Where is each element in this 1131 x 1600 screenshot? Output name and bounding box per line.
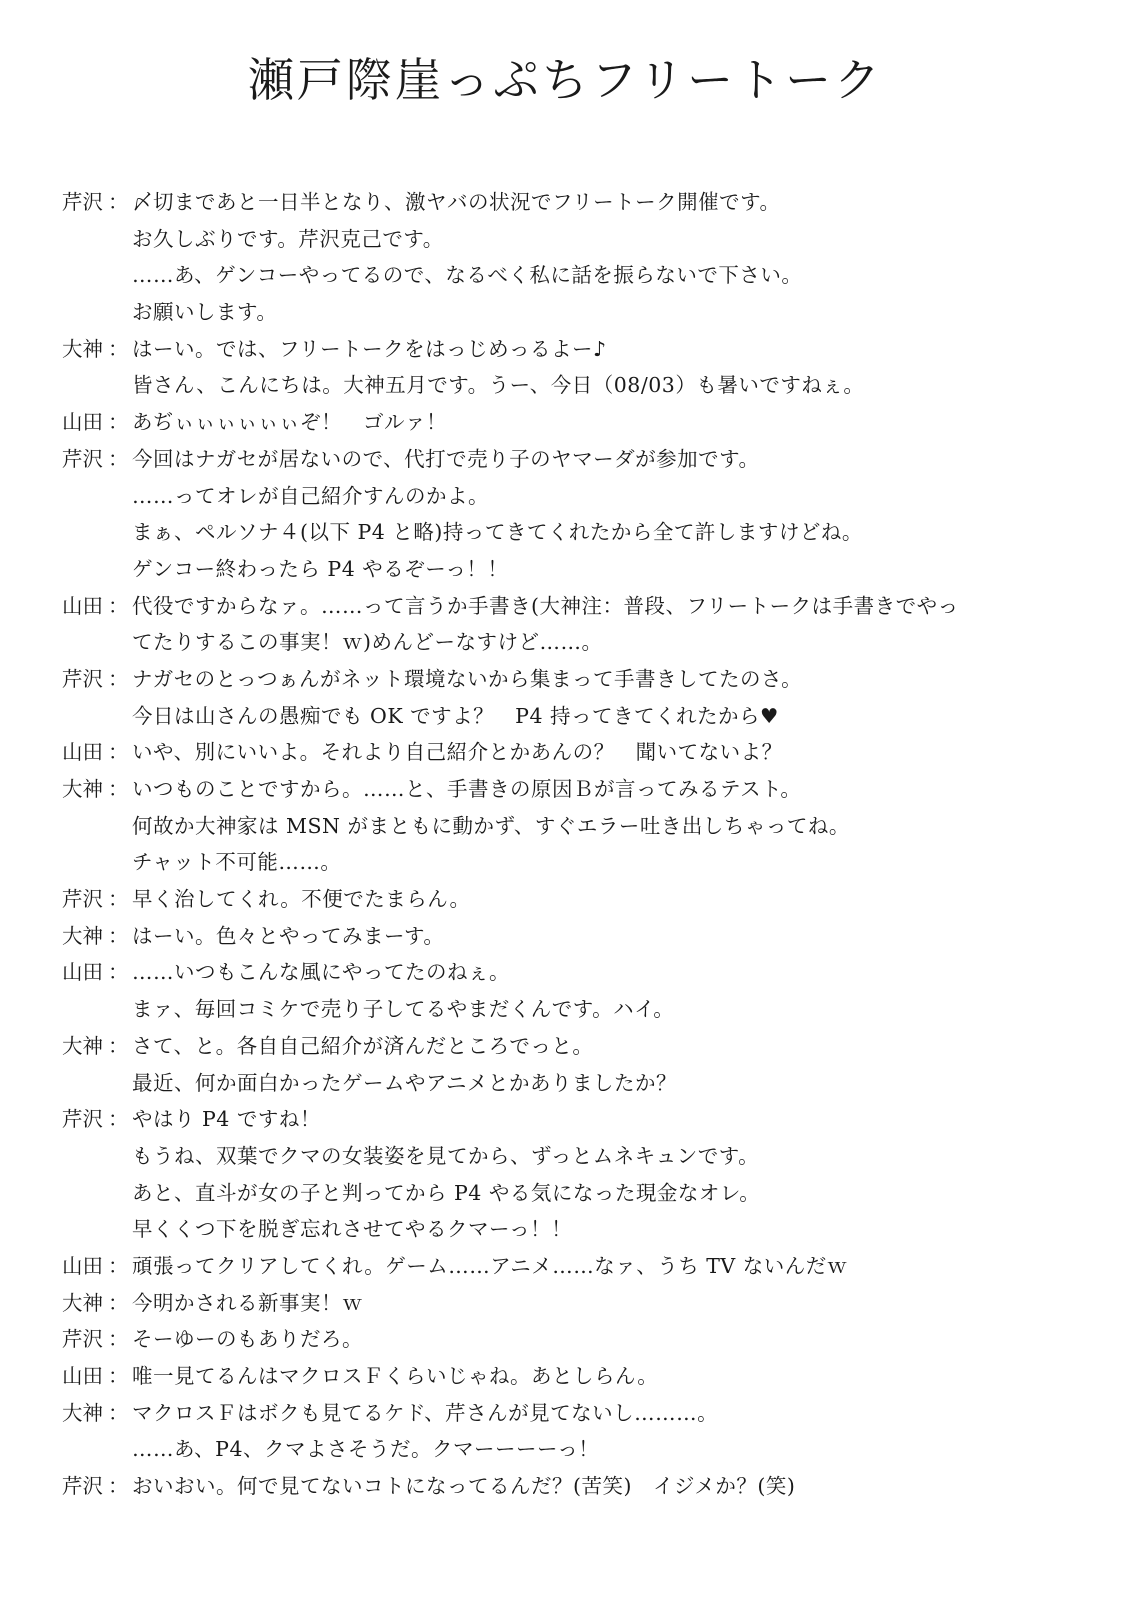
speaker-colon: ：	[108, 740, 129, 765]
speaker-colon: ：	[108, 593, 129, 618]
speaker-name: 大神	[62, 1290, 103, 1315]
speaker-colon: ：	[108, 1364, 129, 1388]
dialogue-line	[62, 331, 1072, 368]
dialogue-text: そーゆーのもありだろ。	[132, 1327, 363, 1352]
dialogue-line	[62, 257, 1072, 294]
dialogue-line	[62, 1358, 1072, 1395]
speaker-colon: ：	[108, 1253, 129, 1278]
dialogue-text: あぢぃぃぃぃぃぃぞ！ ゴルァ！	[132, 410, 447, 435]
dialogue-line	[62, 478, 1072, 515]
dialogue-line	[62, 184, 1072, 221]
dialogue-line	[62, 441, 1072, 478]
dialogue-text: もうね、双葉でクマの女装姿を見てから、ずっとムネキュンです。	[132, 1143, 760, 1168]
dialogue-text: 代役ですからなァ。……って言うか手書き(大神注：普段、フリートークは手書きでやっ	[132, 593, 959, 618]
dialogue-text: ……あ、ゲンコーやってるので、なるべく私に話を振らないで下さい。	[132, 263, 803, 288]
dialogue-text: チャット不可能……。	[132, 850, 342, 875]
speaker-colon: ：	[108, 666, 129, 691]
speaker-colon: ：	[108, 446, 129, 471]
dialogue-line	[62, 588, 1072, 625]
speaker-colon: ：	[108, 1400, 129, 1425]
dialogue-line	[62, 1175, 1072, 1212]
dialogue-line	[62, 734, 1072, 771]
dialogue-text: 何故か大神家は MSN がまともに動かず、すぐエラー吐き出しちゃってね。	[132, 813, 850, 838]
speaker-name: 芹沢	[62, 446, 103, 471]
dialogue-line	[62, 918, 1072, 955]
speaker-name: 大神	[62, 336, 103, 361]
dialogue-line	[62, 808, 1072, 845]
dialogue-line	[62, 221, 1072, 258]
dialogue-body	[62, 184, 1072, 1505]
speaker-colon: ：	[108, 410, 129, 435]
speaker-name: 山田	[62, 593, 103, 618]
dialogue-text: おいおい。何で見てないコトになってるんだ？(苦笑) イジメか？(笑)	[132, 1474, 796, 1499]
speaker-name: 山田	[62, 740, 103, 765]
speaker-name: 山田	[62, 410, 103, 435]
dialogue-text: ……ってオレが自己紹介すんのかよ。	[132, 483, 489, 508]
speaker-name: 大神	[62, 923, 103, 948]
dialogue-text: さて、と。各自自己紹介が済んだところでっと。	[132, 1033, 594, 1058]
speaker-name: 芹沢	[62, 1474, 103, 1499]
dialogue-text: マクロスＦはボクも見てるケド、芹さんが見てないし………。	[132, 1400, 719, 1425]
dialogue-line	[62, 698, 1072, 735]
speaker-name: 大神	[62, 1033, 103, 1058]
dialogue-text: ……あ、P4、クマよさそうだ。クマーーーーっ！	[132, 1437, 600, 1462]
dialogue-text: ……いつもこんな風にやってたのねぇ。	[132, 960, 510, 985]
speaker-colon: ：	[108, 1107, 129, 1132]
page-title: 瀬戸際崖っぷちフリートーク	[247, 53, 884, 107]
dialogue-text: お久しぶりです。芹沢克己です。	[132, 226, 444, 251]
dialogue-text: 最近、何か面白かったゲームやアニメとかありましたか？	[132, 1070, 677, 1095]
dialogue-text: いつものことですから。……と、手書きの原因Ｂが言ってみるテスト。	[132, 777, 802, 801]
speaker-colon: ：	[108, 960, 129, 985]
dialogue-text: 今回はナガセが居ないので、代打で売り子のヤマーダが参加です。	[132, 446, 760, 471]
dialogue-text: 〆切まであと一日半となり、激ヤバの状況でフリートーク開催です。	[132, 190, 781, 214]
dialogue-text: 今日は山さんの愚痴でも OK ですよ？ P4 持ってきてくれたから♥	[132, 703, 779, 728]
speaker-colon: ：	[108, 1290, 129, 1315]
dialogue-text: いや、別にいいよ。それより自己紹介とかあんの？ 聞いてないよ？	[132, 740, 783, 765]
dialogue-line	[62, 771, 1072, 808]
dialogue-text: まァ、毎回コミケで売り子してるやまだくんです。ハイ。	[132, 997, 675, 1022]
dialogue-line	[62, 551, 1072, 588]
dialogue-line	[62, 404, 1072, 441]
dialogue-text: はーい。では、フリートークをはっじめっるよー♪	[132, 336, 607, 361]
dialogue-line	[62, 991, 1072, 1028]
speaker-colon: ：	[108, 777, 129, 801]
dialogue-text: ナガセのとっつぁんがネット環境ないから集まって手書きしてたのさ。	[132, 666, 803, 691]
speaker-name: 山田	[62, 1364, 103, 1388]
dialogue-line	[62, 1138, 1072, 1175]
dialogue-line	[62, 661, 1072, 698]
speaker-name: 芹沢	[62, 190, 103, 214]
dialogue-text: はーい。色々とやってみまーす。	[132, 923, 445, 948]
dialogue-line	[62, 1101, 1072, 1138]
dialogue-line	[62, 1321, 1072, 1358]
speaker-colon: ：	[108, 887, 129, 912]
dialogue-text: お願いします。	[132, 300, 278, 325]
speaker-name: 山田	[62, 1253, 103, 1278]
dialogue-text: 皆さん、こんにちは。大神五月です。うー、今日（08/03）も暑いですねぇ。	[132, 373, 865, 398]
speaker-colon: ：	[108, 190, 129, 214]
speaker-name: 芹沢	[62, 1327, 103, 1352]
dialogue-line	[62, 881, 1072, 918]
dialogue-line	[62, 367, 1072, 404]
dialogue-line	[62, 954, 1072, 991]
dialogue-line	[62, 1395, 1072, 1432]
dialogue-text: 早く治してくれ。不便でたまらん。	[132, 887, 471, 912]
dialogue-line	[62, 1248, 1072, 1285]
dialogue-line	[62, 1211, 1072, 1248]
dialogue-text: 唯一見てるんはマクロスＦくらいじゃね。あとしらん。	[132, 1364, 659, 1388]
dialogue-text: 今明かされる新事実！ｗ	[132, 1290, 363, 1315]
speaker-name: 芹沢	[62, 1107, 103, 1132]
speaker-name: 山田	[62, 960, 103, 985]
dialogue-line	[62, 1285, 1072, 1322]
speaker-name: 大神	[62, 777, 103, 801]
dialogue-line	[62, 514, 1072, 551]
dialogue-line	[62, 1028, 1072, 1065]
dialogue-text: 頑張ってクリアしてくれ。ゲーム……アニメ……なァ、うち TV ないんだｗ	[132, 1253, 848, 1278]
speaker-colon: ：	[108, 1474, 129, 1499]
speaker-colon: ：	[108, 1327, 129, 1352]
dialogue-text: やはり P4 ですね！	[132, 1107, 321, 1132]
speaker-colon: ：	[108, 1033, 129, 1058]
dialogue-line	[62, 624, 1072, 661]
speaker-colon: ：	[108, 923, 129, 948]
speaker-name: 大神	[62, 1400, 103, 1425]
dialogue-text: ゲンコー終わったら P4 やるぞーっ！！	[132, 556, 509, 581]
dialogue-line	[62, 1468, 1072, 1505]
speaker-name: 芹沢	[62, 887, 103, 912]
dialogue-text: てたりするこの事実！ｗ)めんどーなすけど……。	[132, 630, 603, 655]
speaker-name: 芹沢	[62, 666, 103, 691]
dialogue-text: まぁ、ペルソナ４(以下 P4 と略)持ってきてくれたから全て許しますけどね。	[132, 520, 863, 545]
speaker-colon: ：	[108, 336, 129, 361]
dialogue-line	[62, 1431, 1072, 1468]
dialogue-text: 早くくつ下を脱ぎ忘れさせてやるクマーっ！！	[132, 1217, 573, 1242]
dialogue-line	[62, 844, 1072, 881]
dialogue-line	[62, 1065, 1072, 1102]
dialogue-line	[62, 294, 1072, 331]
dialogue-text: あと、直斗が女の子と判ってから P4 やる気になった現金なオレ。	[132, 1180, 761, 1205]
